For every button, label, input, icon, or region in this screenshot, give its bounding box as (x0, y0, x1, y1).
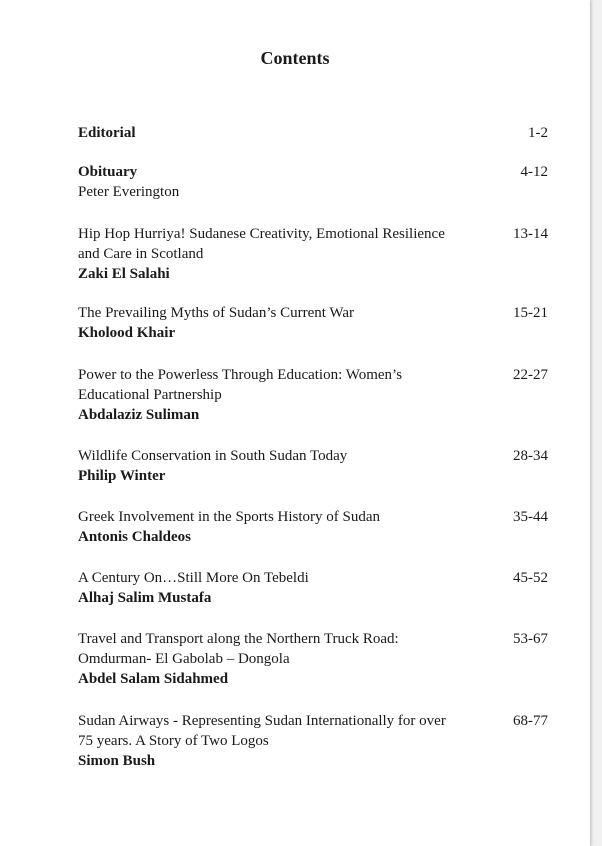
toc-entry-author: Philip Winter (78, 468, 166, 484)
toc-entry-title-line: Omdurman- El Gabolab – Dongola (78, 651, 290, 667)
toc-entry (78, 303, 548, 343)
toc-entry-author: Kholood Khair (78, 325, 176, 341)
toc-entry-pages: 22-27 (513, 367, 548, 383)
toc-entry-title-line: Travel and Transport along the Northern Truck Road: (78, 631, 399, 647)
toc-entry-pages: 68-77 (513, 713, 548, 729)
toc-entry-title-line: Sudan Airways - Representing Sudan Internationally for over (78, 713, 446, 729)
toc-entry-pages: 15-21 (513, 305, 548, 321)
toc-entry-pages: 1-2 (528, 125, 548, 141)
toc-entry-obituary (78, 162, 548, 202)
toc-entry-title-line: and Care in Scotland (78, 246, 204, 262)
toc-entry-author: Zaki El Salahi (78, 266, 170, 282)
toc-entry (78, 446, 548, 486)
toc-entry (78, 507, 548, 547)
toc-entry (78, 365, 548, 425)
toc-entry-title-line: A Century On…Still More On Tebeldi (78, 570, 309, 586)
toc-entry-heading: Obituary (78, 164, 138, 180)
toc-entry-subtitle: Peter Everington (78, 184, 180, 200)
toc-entry-author: Alhaj Salim Mustafa (78, 590, 212, 606)
toc-entry-heading: Editorial (78, 125, 136, 141)
toc-entry-title-line: The Prevailing Myths of Sudan’s Current War (78, 305, 354, 321)
toc-entry-pages: 13-14 (513, 226, 548, 242)
toc-entry (78, 711, 548, 771)
toc-entry-author: Simon Bush (78, 753, 156, 769)
toc-entry-title-line: Power to the Powerless Through Education: Women’s (78, 367, 403, 383)
toc-entry-title-line: 75 years. A Story of Two Logos (78, 733, 269, 749)
toc-entry (78, 629, 548, 689)
toc-entry-editorial (78, 123, 548, 143)
page-title: Contents (260, 48, 330, 68)
toc-entry-title-line: Wildlife Conservation in South Sudan Today (78, 448, 348, 464)
toc-entry-author: Abdalaziz Suliman (78, 407, 200, 423)
toc-entry-title-line: Hip Hop Hurriya! Sudanese Creativity, Emotional Resilience (78, 226, 445, 242)
toc-entry-pages: 28-34 (513, 448, 548, 464)
toc-entry-pages: 4-12 (520, 164, 548, 180)
toc-entry-author: Antonis Chaldeos (78, 529, 191, 545)
toc-entry-pages: 35-44 (513, 509, 548, 525)
toc-entry (78, 224, 548, 284)
toc-entry-author: Abdel Salam Sidahmed (78, 671, 229, 687)
toc-entry-pages: 53-67 (513, 631, 548, 647)
toc-entry (78, 568, 548, 608)
toc-entry-title-line: Greek Involvement in the Sports History of Sudan (78, 509, 381, 525)
toc-entry-pages: 45-52 (513, 570, 548, 586)
toc-entry-title-line: Educational Partnership (78, 387, 222, 403)
